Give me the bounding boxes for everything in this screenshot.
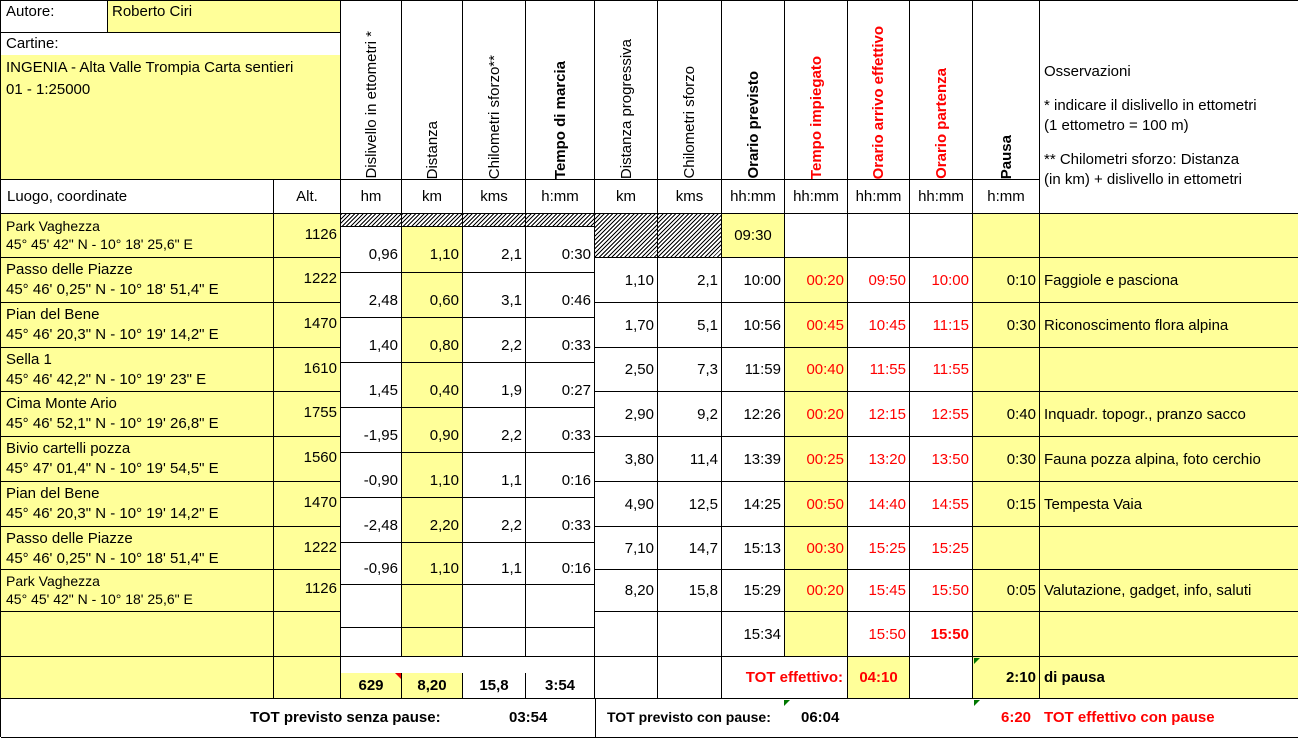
- timeline-pausa-cell[interactable]: 0:10: [973, 258, 1040, 303]
- eff-con-label: TOT effettivo con pause: [1044, 709, 1215, 726]
- timeline-obs-cell[interactable]: Tempesta Vaia: [1040, 482, 1298, 527]
- comment-marker[interactable]: [784, 700, 790, 706]
- place-cell-empty[interactable]: [1, 657, 274, 699]
- timeline-pausa-cell[interactable]: [973, 527, 1040, 570]
- place-cell[interactable]: Bivio cartelli pozza 45° 47' 01,4" N - 10° 19' 54,5" E: [1, 437, 274, 482]
- timeline-ks-cell[interactable]: [658, 612, 722, 657]
- header-distanza: Distanza: [402, 1, 463, 180]
- segment-empty-cell[interactable]: [463, 585, 526, 628]
- timeline-oa-cell[interactable]: 15:25: [848, 527, 910, 570]
- hatch-cell: [402, 214, 463, 227]
- timeline-ks-cell[interactable]: 7,3: [658, 348, 722, 392]
- segment-km-cell[interactable]: 1,10: [402, 227, 463, 273]
- segment-empty-cell[interactable]: [341, 628, 402, 657]
- timeline-oa-cell[interactable]: 10:45: [848, 303, 910, 348]
- notes-line-1a: * indicare il dislivello in ettometri: [1044, 97, 1257, 114]
- segment-time-cell[interactable]: 0:33: [526, 408, 595, 453]
- place-cell[interactable]: Park Vaghezza 45° 45' 42" N - 10° 18' 25,6" E: [1, 214, 274, 258]
- timeline-dp-cell[interactable]: 2,90: [595, 392, 658, 437]
- timeline-obs-cell[interactable]: [1040, 348, 1298, 392]
- empty-cell: [658, 657, 722, 699]
- empty-cell[interactable]: [848, 214, 910, 258]
- timeline-ti-cell[interactable]: 00:45: [785, 303, 848, 348]
- alt-cell[interactable]: 1560: [274, 437, 341, 482]
- unit-luogo: Luogo, coordinate: [1, 180, 274, 214]
- timeline-ti-cell[interactable]: 00:30: [785, 527, 848, 570]
- eff-con-value: 6:20: [1001, 709, 1032, 726]
- unit-hhmm-3: hh:mm: [848, 180, 910, 214]
- comment-marker[interactable]: [974, 700, 980, 706]
- segment-km-cell[interactable]: 0,40: [402, 363, 463, 408]
- notes-cell: [1040, 1, 1298, 214]
- segment-hm-cell[interactable]: -2,48: [341, 498, 402, 543]
- timeline-ks-cell[interactable]: 12,5: [658, 482, 722, 527]
- segment-kms-cell[interactable]: 2,1: [463, 227, 526, 273]
- total-km: 8,20: [402, 673, 463, 699]
- place-cell[interactable]: Pian del Bene 45° 46' 20,3" N - 10° 19' 14,2" E: [1, 303, 274, 348]
- timeline-oa-cell[interactable]: 11:55: [848, 348, 910, 392]
- place-cell[interactable]: Sella 1 45° 46' 42,2" N - 10° 19' 23" E: [1, 348, 274, 392]
- timeline-opt-cell[interactable]: 15:25: [910, 527, 973, 570]
- header-distanza-progressiva: Distanza progressiva: [595, 1, 658, 180]
- timeline-opt-cell[interactable]: 11:15: [910, 303, 973, 348]
- author-label-cell: [1, 1, 108, 33]
- timeline-dp-cell[interactable]: 1,70: [595, 303, 658, 348]
- alt-cell-empty[interactable]: [274, 612, 341, 657]
- maps-line1: INGENIA - Alta Valle Trompia Carta sentieri: [6, 59, 294, 76]
- segment-kms-cell[interactable]: 2,2: [463, 498, 526, 543]
- hatch-cell: [341, 214, 402, 227]
- timeline-pausa-cell[interactable]: [973, 348, 1040, 392]
- header-chilometri-sforzo: Chilometri sforzo**: [463, 1, 526, 180]
- alt-cell[interactable]: 1222: [274, 527, 341, 570]
- segment-km-cell[interactable]: 0,60: [402, 273, 463, 318]
- timeline-dp-cell[interactable]: 8,20: [595, 570, 658, 612]
- timeline-ks-cell[interactable]: 14,7: [658, 527, 722, 570]
- timeline-op-cell[interactable]: 15:29: [722, 570, 785, 612]
- total-time: 3:54: [526, 673, 595, 699]
- timeline-obs-cell[interactable]: [1040, 612, 1298, 657]
- footer-divider: [595, 699, 596, 737]
- timeline-obs-cell[interactable]: Inquadr. topogr., pranzo sacco: [1040, 392, 1298, 437]
- segment-hm-cell[interactable]: 1,45: [341, 363, 402, 408]
- segment-kms-cell[interactable]: 1,9: [463, 363, 526, 408]
- maps-value: [1, 55, 340, 180]
- timeline-op-cell[interactable]: 11:59: [722, 348, 785, 392]
- alt-cell[interactable]: 1470: [274, 482, 341, 527]
- timeline-obs-cell[interactable]: Valutazione, gadget, info, saluti: [1040, 570, 1298, 612]
- place-cell-empty[interactable]: [1, 612, 274, 657]
- total-kms: 15,8: [463, 673, 526, 699]
- prev-senza-value: 03:54: [509, 709, 548, 726]
- timeline-ti-cell[interactable]: [785, 612, 848, 657]
- timeline-pausa-cell[interactable]: 0:40: [973, 392, 1040, 437]
- segment-time-cell[interactable]: 0:46: [526, 273, 595, 318]
- unit-hhmm-2: hh:mm: [785, 180, 848, 214]
- header-orario-arrivo: Orario arrivo effettivo: [848, 1, 910, 180]
- segment-empty-cell[interactable]: [526, 585, 595, 628]
- place-cell[interactable]: Passo delle Piazze 45° 46' 0,25" N - 10° 18' 51,4" E: [1, 527, 274, 570]
- segment-hm-cell[interactable]: -0,90: [341, 453, 402, 498]
- unit-alt: Alt.: [274, 180, 341, 214]
- timeline-op-cell[interactable]: 15:13: [722, 527, 785, 570]
- segment-hm-cell[interactable]: 2,48: [341, 273, 402, 318]
- timeline-dp-cell[interactable]: 2,50: [595, 348, 658, 392]
- segment-kms-cell[interactable]: 2,2: [463, 318, 526, 363]
- hatch-cell: [526, 214, 595, 227]
- maps-line2: 01 - 1:25000: [6, 81, 91, 98]
- unit-kms-2: kms: [658, 180, 722, 214]
- timeline-oa-cell[interactable]: 12:15: [848, 392, 910, 437]
- segment-time-cell[interactable]: 0:33: [526, 498, 595, 543]
- alt-cell[interactable]: 1755: [274, 392, 341, 437]
- timeline-dp-cell[interactable]: 1,10: [595, 258, 658, 303]
- header-tempo-marcia: Tempo di marcia: [526, 1, 595, 180]
- comment-marker[interactable]: [395, 673, 401, 679]
- timeline-dp-cell[interactable]: [595, 612, 658, 657]
- timeline-ti-cell[interactable]: 00:50: [785, 482, 848, 527]
- timeline-ti-cell[interactable]: 00:25: [785, 437, 848, 482]
- timeline-oa-cell[interactable]: 09:50: [848, 258, 910, 303]
- segment-time-cell[interactable]: 0:16: [526, 543, 595, 585]
- segment-empty-cell[interactable]: [402, 585, 463, 628]
- unit-hhmm-4: hh:mm: [910, 180, 973, 214]
- pausa-label: di pausa: [1040, 657, 1298, 699]
- segment-time-cell[interactable]: 0:27: [526, 363, 595, 408]
- timeline-op-cell[interactable]: 14:25: [722, 482, 785, 527]
- timeline-obs-cell[interactable]: Riconoscimento flora alpina: [1040, 303, 1298, 348]
- header-orario-partenza: Orario partenza: [910, 1, 973, 180]
- unit-km: km: [402, 180, 463, 214]
- timeline-op-cell[interactable]: 15:34: [722, 612, 785, 657]
- segment-hm-cell[interactable]: 1,40: [341, 318, 402, 363]
- segment-kms-cell[interactable]: 1,1: [463, 453, 526, 498]
- segment-km-cell[interactable]: 0,90: [402, 408, 463, 453]
- timeline-opt-cell[interactable]: 13:50: [910, 437, 973, 482]
- empty-cell[interactable]: [973, 214, 1040, 258]
- maps-label: Cartine:: [6, 35, 59, 52]
- unit-hmm-2: h:mm: [973, 180, 1040, 214]
- timeline-opt-cell[interactable]: 12:55: [910, 392, 973, 437]
- comment-marker[interactable]: [974, 658, 980, 664]
- hatch-cell: [658, 214, 722, 258]
- place-cell[interactable]: Passo delle Piazze 45° 46' 0,25" N - 10° 18' 51,4" E: [1, 258, 274, 303]
- author-name: Roberto Ciri: [112, 3, 193, 20]
- tot-effettivo-value: 04:10: [848, 657, 910, 699]
- header-pausa: Pausa: [973, 1, 1040, 180]
- notes-line-1b: (1 ettometro = 100 m): [1044, 117, 1189, 134]
- unit-kms: kms: [463, 180, 526, 214]
- timeline-dp-cell[interactable]: 7,10: [595, 527, 658, 570]
- notes-title: Osservazioni: [1044, 63, 1131, 80]
- timeline-pausa-cell[interactable]: [973, 612, 1040, 657]
- segment-kms-cell[interactable]: 2,2: [463, 408, 526, 453]
- segment-empty-cell[interactable]: [402, 628, 463, 657]
- alt-cell[interactable]: 1610: [274, 348, 341, 392]
- timeline-op-cell[interactable]: 13:39: [722, 437, 785, 482]
- timeline-ti-cell[interactable]: 00:20: [785, 570, 848, 612]
- timeline-oa-cell[interactable]: 14:40: [848, 482, 910, 527]
- header-orario-previsto: Orario previsto: [722, 1, 785, 180]
- total-pausa: 2:10: [973, 657, 1040, 699]
- timeline-pausa-cell[interactable]: 0:30: [973, 437, 1040, 482]
- tot-effettivo-label: TOT effettivo:: [722, 657, 848, 699]
- segment-kms-cell[interactable]: 1,1: [463, 543, 526, 585]
- alt-cell[interactable]: 1126: [274, 570, 341, 612]
- timeline-pausa-cell[interactable]: 0:05: [973, 570, 1040, 612]
- segment-empty-cell[interactable]: [463, 628, 526, 657]
- empty-cell[interactable]: [1040, 214, 1298, 258]
- timeline-oa-cell[interactable]: 15:45: [848, 570, 910, 612]
- timeline-ks-cell[interactable]: 5,1: [658, 303, 722, 348]
- notes-line-2b: (in km) + dislivello in ettometri: [1044, 171, 1242, 188]
- timeline-pausa-cell[interactable]: 0:30: [973, 303, 1040, 348]
- header-chilometri-sforzo-2: Chilometri sforzo: [658, 1, 722, 180]
- place-cell[interactable]: Park Vaghezza 45° 45' 42" N - 10° 18' 25,6" E: [1, 570, 274, 612]
- notes-line-2a: ** Chilometri sforzo: Distanza: [1044, 151, 1240, 168]
- timeline-op-cell[interactable]: 10:00: [722, 258, 785, 303]
- maps-cell[interactable]: [1, 33, 341, 180]
- first-orario-cell[interactable]: 09:30: [722, 214, 785, 258]
- unit-hhmm-1: hh:mm: [722, 180, 785, 214]
- segment-time-cell[interactable]: 0:33: [526, 318, 595, 363]
- prev-senza-label: TOT previsto senza pause:: [250, 709, 441, 726]
- timeline-opt-cell[interactable]: 15:50: [910, 570, 973, 612]
- timeline-ks-cell[interactable]: 2,1: [658, 258, 722, 303]
- segment-hm-cell[interactable]: -1,95: [341, 408, 402, 453]
- timeline-opt-cell[interactable]: 14:55: [910, 482, 973, 527]
- segment-hm-cell[interactable]: -0,96: [341, 543, 402, 585]
- hatch-cell: [595, 214, 658, 258]
- timeline-dp-cell[interactable]: 3,80: [595, 437, 658, 482]
- segment-empty-cell[interactable]: [341, 585, 402, 628]
- author-label: Autore:: [6, 3, 55, 20]
- timeline-ti-cell[interactable]: 00:40: [785, 348, 848, 392]
- segment-km-cell[interactable]: 1,10: [402, 453, 463, 498]
- unit-hm: hm: [341, 180, 402, 214]
- timeline-op-cell[interactable]: 12:26: [722, 392, 785, 437]
- timeline-dp-cell[interactable]: 4,90: [595, 482, 658, 527]
- timeline-opt-cell[interactable]: 11:55: [910, 348, 973, 392]
- timeline-oa-cell[interactable]: 13:20: [848, 437, 910, 482]
- segment-time-cell[interactable]: 0:30: [526, 227, 595, 273]
- alt-cell-empty[interactable]: [274, 657, 341, 699]
- author-name-cell[interactable]: [108, 1, 341, 33]
- alt-cell[interactable]: 1222: [274, 258, 341, 303]
- timeline-obs-cell[interactable]: Faggiole e pasciona: [1040, 258, 1298, 303]
- prev-con-value: 06:04: [801, 709, 840, 726]
- timeline-obs-cell[interactable]: Fauna pozza alpina, foto cerchio: [1040, 437, 1298, 482]
- segment-km-cell[interactable]: 0,80: [402, 318, 463, 363]
- header-dislivello: Dislivello in ettometri *: [341, 1, 402, 180]
- header-tempo-impiegato: Tempo impiegato: [785, 1, 848, 180]
- empty-cell[interactable]: [910, 214, 973, 258]
- empty-cell: [341, 657, 595, 673]
- place-cell[interactable]: Cima Monte Ario 45° 46' 52,1" N - 10° 19' 26,8" E: [1, 392, 274, 437]
- timeline-opt-cell[interactable]: 10:00: [910, 258, 973, 303]
- prev-con-label: TOT previsto con pause:: [607, 709, 771, 725]
- timeline-ti-cell[interactable]: 00:20: [785, 258, 848, 303]
- timeline-ks-cell[interactable]: 15,8: [658, 570, 722, 612]
- segment-empty-cell[interactable]: [526, 628, 595, 657]
- timeline-ti-cell[interactable]: 00:20: [785, 392, 848, 437]
- alt-cell[interactable]: 1126: [274, 214, 341, 258]
- segment-hm-cell[interactable]: 0,96: [341, 227, 402, 273]
- timeline-ks-cell[interactable]: 11,4: [658, 437, 722, 482]
- empty-cell: [595, 657, 658, 699]
- timeline-op-cell[interactable]: 10:56: [722, 303, 785, 348]
- alt-cell[interactable]: 1470: [274, 303, 341, 348]
- segment-km-cell[interactable]: 1,10: [402, 543, 463, 585]
- empty-cell[interactable]: [785, 214, 848, 258]
- unit-hmm: h:mm: [526, 180, 595, 214]
- timeline-oa-cell[interactable]: 15:50: [848, 612, 910, 657]
- total-hm: 629: [341, 673, 402, 699]
- segment-km-cell[interactable]: 2,20: [402, 498, 463, 543]
- timeline-pausa-cell[interactable]: 0:15: [973, 482, 1040, 527]
- empty-cell: [910, 657, 973, 699]
- place-cell[interactable]: Pian del Bene 45° 46' 20,3" N - 10° 19' 14,2" E: [1, 482, 274, 527]
- segment-time-cell[interactable]: 0:16: [526, 453, 595, 498]
- hatch-cell: [463, 214, 526, 227]
- segment-kms-cell[interactable]: 3,1: [463, 273, 526, 318]
- timeline-opt-cell[interactable]: 15:50: [910, 612, 973, 657]
- unit-km-2: km: [595, 180, 658, 214]
- timeline-obs-cell[interactable]: [1040, 527, 1298, 570]
- timeline-ks-cell[interactable]: 9,2: [658, 392, 722, 437]
